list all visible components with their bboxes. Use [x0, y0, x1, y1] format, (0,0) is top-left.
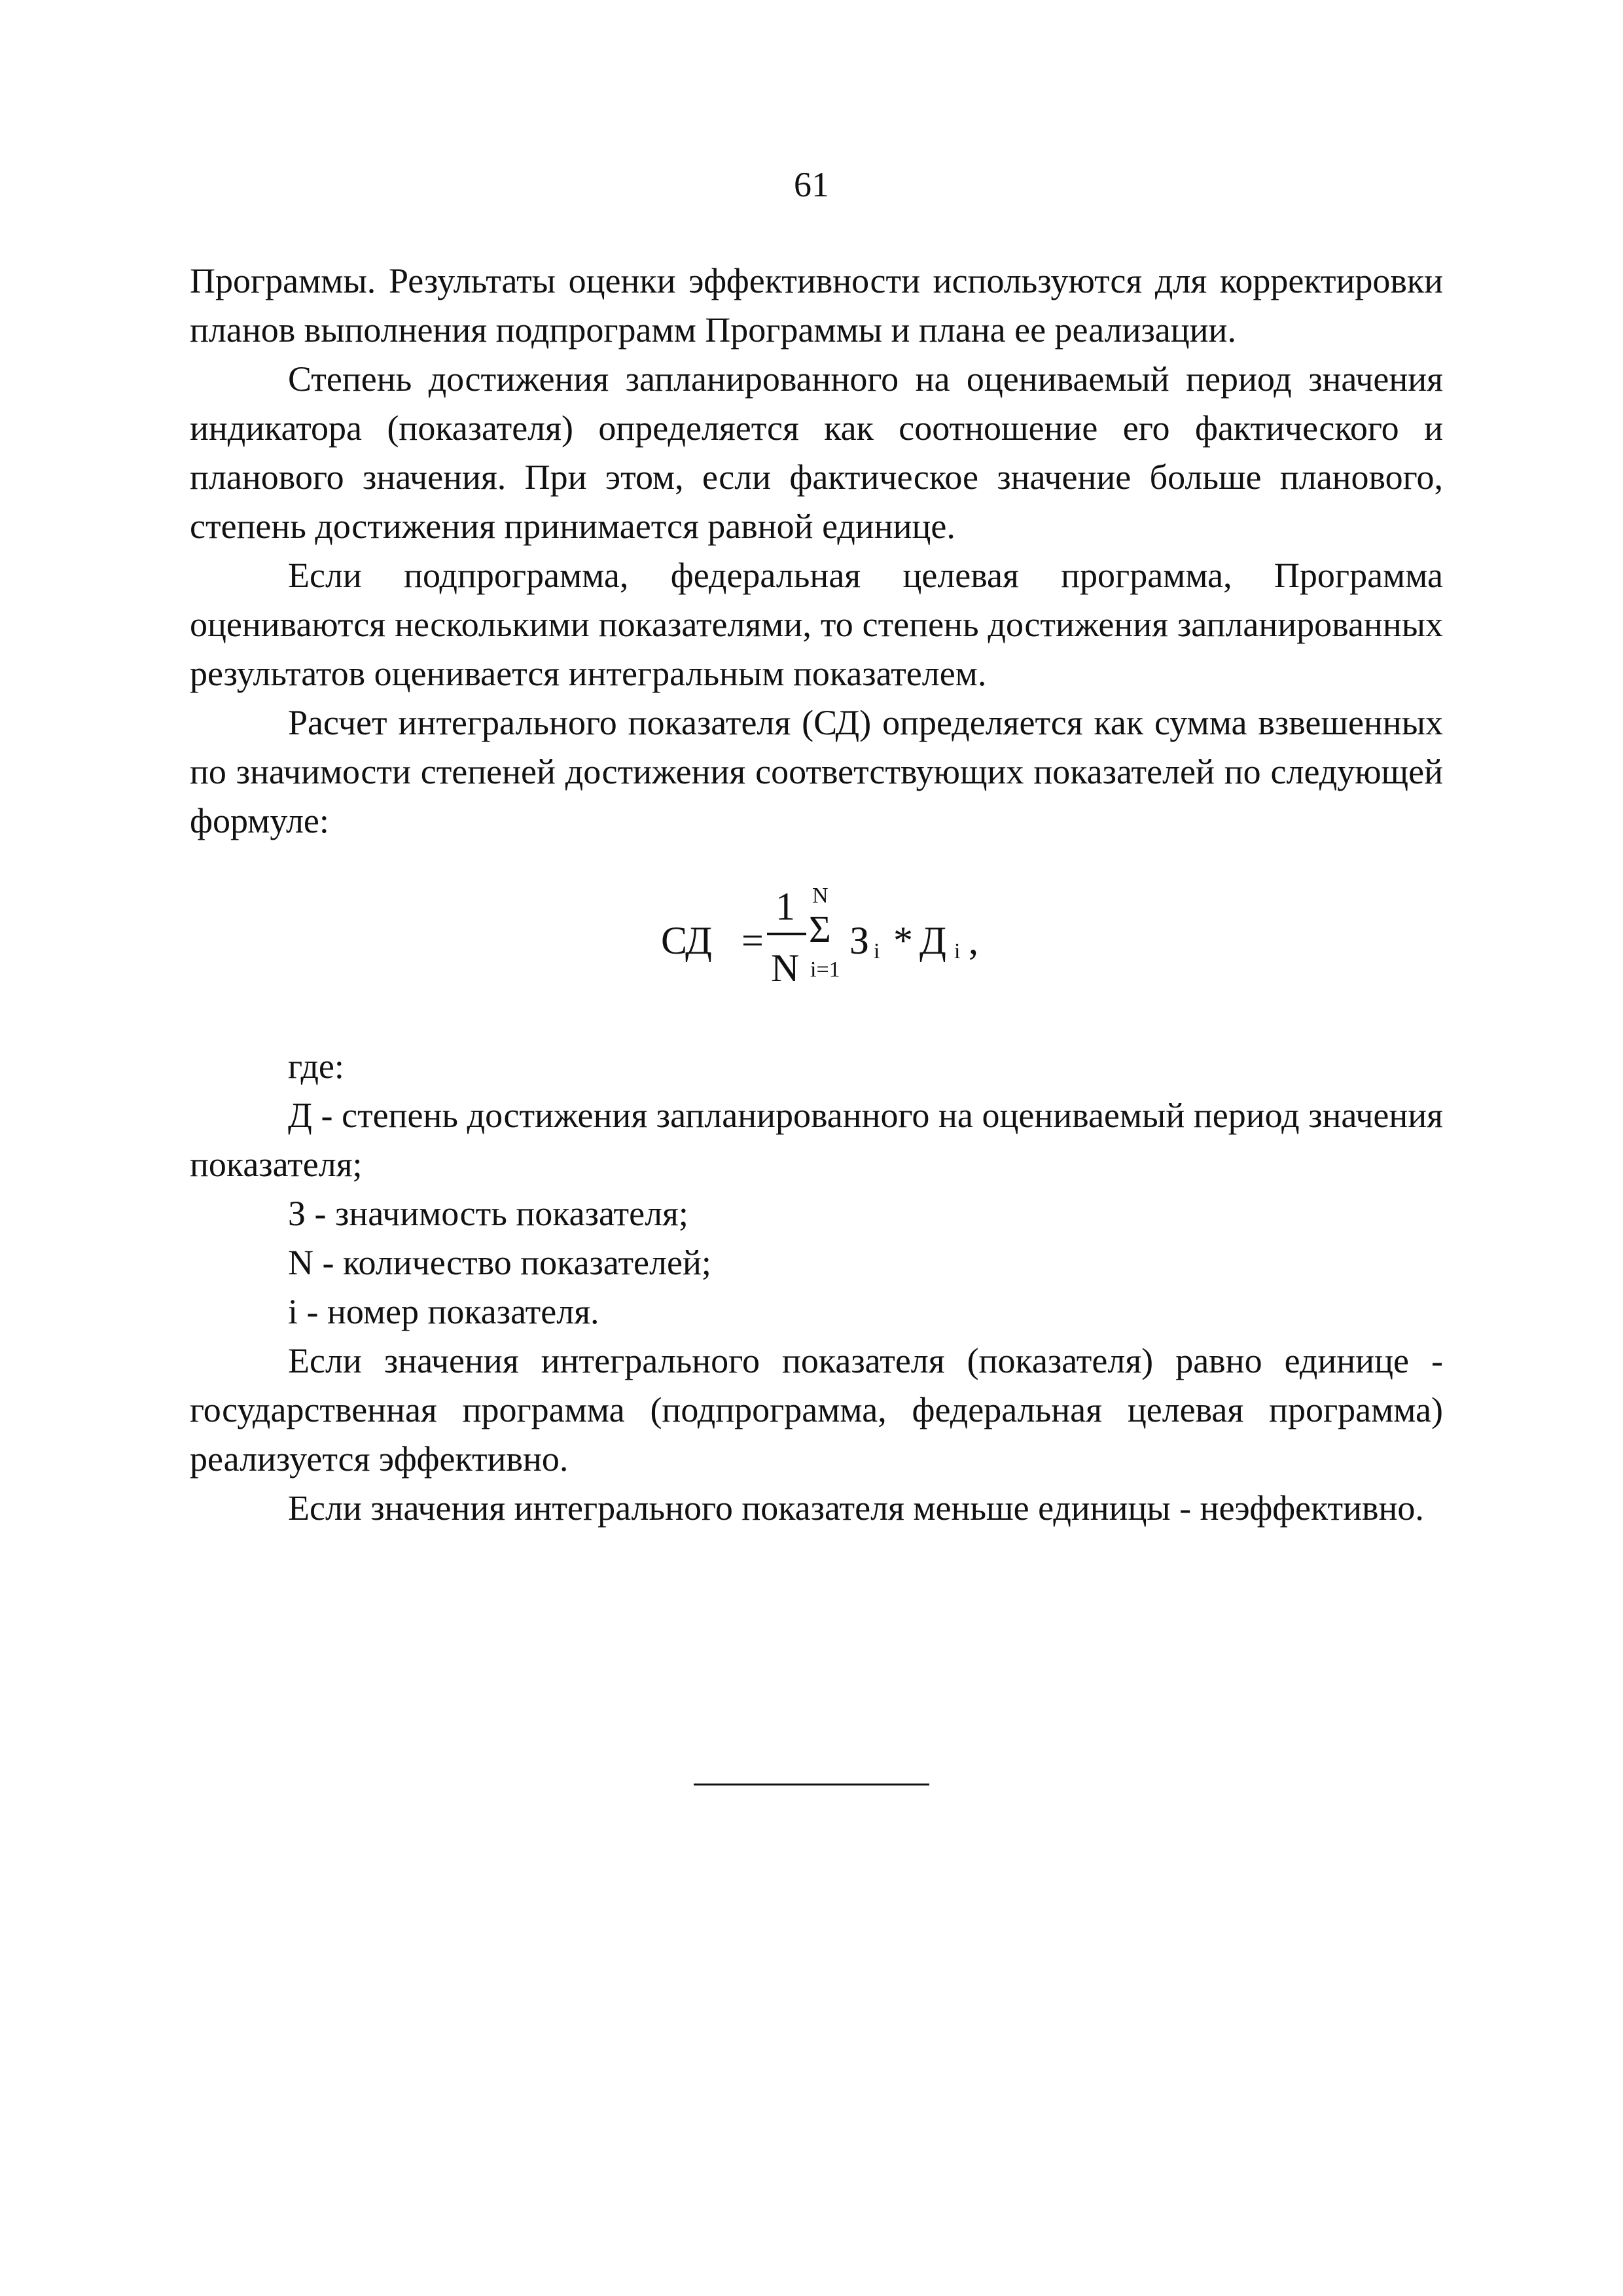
sigma-symbol: Σ	[809, 908, 831, 950]
paragraph-achievement-degree: Степень достижения запланированного на оцениваемый период значения индикатора (показателя) определяется как соотношение его фактического и планового значения. При этом, если фактическое значение больше планового, степень достижения принимается равной единице.	[190, 359, 1443, 546]
definitions-intro: где:	[288, 1047, 344, 1086]
conclusion-ineffective: Если значения интегрального показателя меньше единицы - неэффективно.	[288, 1488, 1424, 1528]
fraction-bar	[767, 933, 806, 935]
formula-multiply: *	[893, 919, 913, 962]
formula-term-z-subscript: i	[874, 939, 880, 963]
formula-block	[190, 846, 1443, 1042]
conclusion-effective: Если значения интегрального показателя (показателя) равно единице - государственная программа (подпрограмма, федеральная целевая программа) реализуется эффективно.	[190, 1341, 1443, 1479]
paragraph-multiple-indicators: Если подпрограмма, федеральная целевая программа, Программа оцениваются несколькими показателями, то степень достижения запланированных результатов оценивается интегральным показателем.	[190, 556, 1443, 693]
formula-lhs: СД	[661, 919, 712, 962]
formula-comma: ,	[969, 919, 978, 962]
paragraph-programs: Программы. Результаты оценки эффективности используются для корректировки планов выполнения подпрограмм Программы и плана ее реализации.	[190, 261, 1443, 350]
formula-denominator: N	[771, 946, 800, 990]
definition-n: N - количество показателей;	[288, 1243, 711, 1282]
definition-z: З - значимость показателя;	[288, 1194, 688, 1233]
formula-term-d-subscript: i	[954, 939, 961, 963]
formula-term-z: З	[849, 919, 870, 962]
closing-rule	[694, 1784, 929, 1785]
page-number: 61	[794, 165, 829, 204]
document-body	[190, 257, 1443, 1533]
paragraph-integral-indicator: Расчет интегрального показателя (СД) определяется как сумма взвешенных по значимости степеней достижения соответствующих показателей по следующей формуле:	[190, 703, 1443, 840]
formula-equals: =	[741, 919, 764, 962]
sum-upper-limit: N	[812, 884, 829, 908]
sum-lower-limit: i=1	[810, 958, 840, 982]
formula	[661, 882, 988, 1006]
formula-term-d: Д	[919, 919, 946, 962]
definition-i: i - номер показателя.	[288, 1292, 599, 1331]
definition-d: Д - степень достижения запланированного на оцениваемый период значения показателя;	[190, 1096, 1443, 1184]
formula-numerator: 1	[776, 885, 795, 928]
